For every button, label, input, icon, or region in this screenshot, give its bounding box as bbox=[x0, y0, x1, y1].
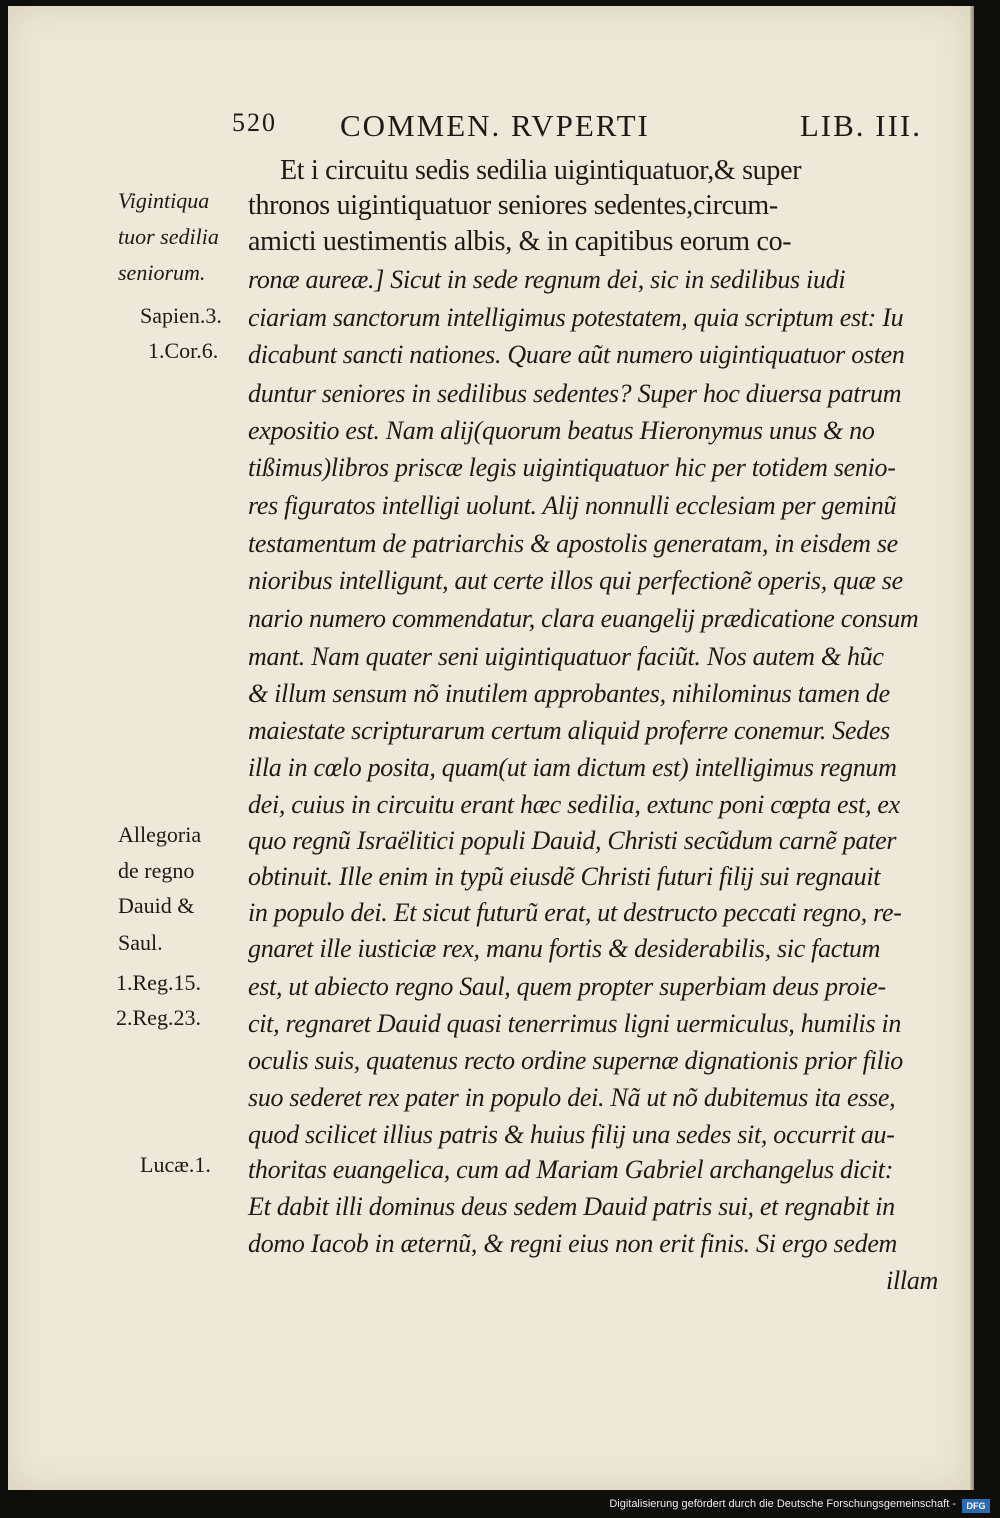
text-line: thoritas euangelica, cum ad Mariam Gabriel archangelus dicit: bbox=[248, 1155, 894, 1184]
book-number: LIB. III. bbox=[799, 108, 922, 143]
text-line: duntur seniores in sedilibus sedentes? Super hoc diuersa patrum bbox=[248, 379, 902, 408]
text-line: illa in cœlo posita, quam(ut iam dictum est) intelligimus regnum bbox=[248, 753, 897, 782]
margin-note: Lucæ.1. bbox=[140, 1152, 211, 1177]
margin-note: 1.Reg.15. bbox=[116, 970, 201, 995]
text-line: Et dabit illi dominus deus sedem Dauid patris sui, et regnabit in bbox=[248, 1192, 895, 1221]
text-line: quod scilicet illius patris & huius filij una sedes sit, occurrit au- bbox=[248, 1120, 895, 1149]
text-line: oculis suis, quatenus recto ordine supernæ dignationis prior filio bbox=[248, 1046, 904, 1075]
footer-bar bbox=[0, 1496, 1000, 1518]
text-line: mant. Nam quater seni uigintiquatuor faciũt. Nos autem & hũc bbox=[248, 642, 884, 671]
text-line: cit, regnaret Dauid quasi tenerrimus ligni uermiculus, humilis in bbox=[248, 1009, 902, 1038]
text-line: tißimus)libros priscæ legis uigintiquatuor hic per totidem senio- bbox=[248, 453, 896, 482]
text-line: res figuratos intelligi uolunt. Alij nonnulli ecclesiam per geminũ bbox=[248, 491, 897, 520]
text-line: domo Iacob in æternũ, & regni eius non erit finis. Si ergo sedem bbox=[248, 1229, 898, 1258]
running-header bbox=[232, 108, 922, 148]
text-line: est, ut abiecto regno Saul, quem propter superbiam deus proie- bbox=[248, 972, 886, 1001]
running-title: COMMEN. RVPERTI bbox=[340, 108, 650, 143]
margin-note: tuor sedilia bbox=[118, 224, 219, 249]
margin-note: Vigintiqua bbox=[118, 188, 210, 213]
dfg-logo[interactable]: DFG bbox=[962, 1499, 990, 1513]
text-line: quo regnũ Israëlitici populi Dauid, Christi secũdum carnẽ pater bbox=[248, 826, 897, 855]
page-number: 520 bbox=[232, 108, 277, 137]
margin-note: de regno bbox=[118, 858, 195, 883]
text-line: Et i circuitu sedis sedilia uigintiquatuor,& super bbox=[280, 155, 802, 186]
catchword: illam bbox=[886, 1266, 938, 1295]
text-line: amicti uestimentis albis, & in capitibus eorum co- bbox=[248, 226, 792, 257]
text-line: suo sederet rex pater in populo dei. Nã ut nõ dubitemus ita esse, bbox=[248, 1083, 896, 1112]
margin-note: seniorum. bbox=[118, 260, 206, 285]
margin-note: 2.Reg.23. bbox=[116, 1005, 201, 1030]
text-line: expositio est. Nam alij(quorum beatus Hieronymus unus & no bbox=[248, 416, 875, 445]
margin-note: Dauid & bbox=[118, 893, 195, 918]
margin-note: Sapien.3. bbox=[140, 303, 222, 328]
text-line: dicabunt sancti nationes. Quare aũt numero uigintiquatuor osten bbox=[248, 340, 905, 369]
text-line: testamentum de patriarchis & apostolis generatam, in eisdem se bbox=[248, 529, 898, 558]
text-line: gnaret ille iusticiæ rex, manu fortis & desiderabilis, sic factum bbox=[248, 934, 881, 963]
margin-note: Saul. bbox=[118, 930, 163, 955]
text-line: dei, cuius in circuitu erant hæc sedilia, extunc poni cœpta est, ex bbox=[248, 790, 900, 819]
text-line: ronæ aureæ.] Sicut in sede regnum dei, sic in sedilibus iudi bbox=[248, 265, 846, 294]
margin-note: 1.Cor.6. bbox=[148, 338, 219, 363]
text-line: nioribus intelligunt, aut certe illos qui perfectionẽ operis, quæ se bbox=[248, 566, 903, 595]
text-line: maiestate scripturarum certum aliquid proferre conemur. Sedes bbox=[248, 716, 890, 745]
text-line: thronos uigintiquatuor seniores sedentes,circum- bbox=[248, 190, 778, 221]
page-edge bbox=[970, 6, 974, 1490]
text-line: in populo dei. Et sicut futurũ erat, ut destructo peccati regno, re- bbox=[248, 898, 902, 927]
text-line: ciariam sanctorum intelligimus potestatem, quia scriptum est: Iu bbox=[248, 303, 904, 332]
text-line: nario numero commendatur, clara euangelij prædicatione consum bbox=[248, 604, 919, 633]
text-line: & illum sensum nõ inutilem approbantes, nihilominus tamen de bbox=[248, 679, 890, 708]
digitization-credit: Digitalisierung gefördert durch die Deutsche Forschungsgemeinschaft - bbox=[609, 1498, 956, 1510]
text-line: obtinuit. Ille enim in typũ eiusdẽ Christi futuri filij sui regnauit bbox=[248, 862, 881, 891]
margin-note: Allegoria bbox=[118, 822, 202, 847]
